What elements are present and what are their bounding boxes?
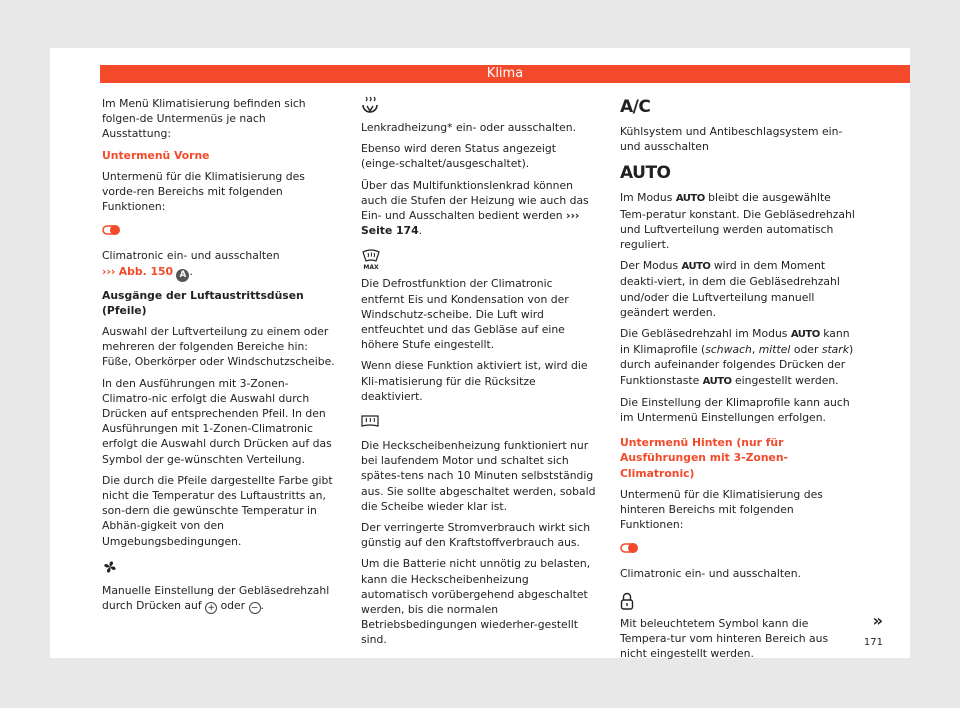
- auto-inline-label: AUTO: [790, 329, 820, 341]
- minus-circle-icon: −: [249, 602, 261, 614]
- fan-icon: [102, 559, 338, 579]
- rear-submenu-text: Untermenü für die Klimatisierung des hinteren Bereichs mit folgenden Funktionen:: [620, 487, 823, 532]
- wheel-heating-paragraph-2: Ebenso wird deren Status angezeigt (einge-schaltet/ausgeschaltet).: [361, 142, 556, 171]
- plus-circle-icon: +: [205, 602, 217, 614]
- column-middle: [361, 96, 597, 654]
- auto-paragraph-1: Im Modus AUTO bleibt die ausgewählte Tem-peratur konstant. Die Gebläsedrehzahl und Luftverteilung werden automatisch reguliert.: [620, 191, 855, 252]
- lock-text: Mit beleuchtetem Symbol kann die Tempera-tur vom hinteren Bereich aus nicht eingestellt werden.: [620, 616, 829, 661]
- outlets-paragraph-2: In den Ausführungen mit 3-Zonen-Climatro-nic erfolgt die Auswahl durch Drücken auf entsprechenden Pfeil. In den Ausführungen mit 1-Zonen-Climatronic erfolgt die Auswahl durch Drücken auf das Symbol der ge-wünschten Verteilung.: [102, 376, 332, 466]
- lock-icon: [620, 592, 856, 612]
- max-label: MAX: [363, 264, 379, 271]
- climatronic-ref-prefix: ›››: [102, 264, 116, 278]
- climatronic-rear-text: Climatronic ein- und ausschalten.: [620, 567, 801, 581]
- fan-speed-text: Manuelle Einstellung der Gebläsedrehzahl durch Drücken auf + oder − .: [102, 583, 330, 614]
- column-left: [102, 96, 338, 620]
- continue-marker: »: [872, 611, 883, 630]
- auto-paragraph-2: Der Modus AUTO wird in dem Moment deakti-viert, in dem die Gebläsedrehzahl und/oder die Luftverteilung manuell geändert werden.: [620, 259, 840, 319]
- climatronic-ref-link[interactable]: Abb. 150: [118, 264, 174, 278]
- front-submenu-text: Untermenü für die Klimatisierung des vorde-ren Bereichs mit folgenden Funktionen:: [102, 169, 305, 214]
- wheel-heating-paragraph-3: Über das Multifunktionslenkrad können auch die Stufen der Heizung wie auch das Ein- und Ausschalten bedient werden ››› Seite 174.: [361, 178, 589, 238]
- rear-heating-paragraph-2: Der verringerte Stromverbrauch wirkt sich günstig auf den Kraftstoffverbrauch aus.: [361, 521, 591, 550]
- intro-text: Im Menü Klimatisierung befinden sich folgen-de Untermenüs je nach Ausstattung:: [102, 97, 306, 141]
- climatronic-toggle-icon: [102, 224, 338, 244]
- steering-wheel-heating-icon: [361, 96, 597, 116]
- auto-paragraph-3: Die Gebläsedrehzahl im Modus AUTO kann in Klimaprofile (schwach, mittel oder stark) durch aufeinander folgendes Drücken der Funktionstaste AUTO eingestellt werden.: [620, 327, 854, 387]
- rear-submenu-heading: Untermenü Hinten (nur für Ausführungen mit 3-Zonen-Climatronic): [620, 436, 789, 480]
- outlets-paragraph-1: Auswahl der Luftverteilung zu einem oder mehreren der folgenden Bereiche hin: Füße, Oberkörper oder Windschutzscheibe.: [102, 325, 335, 369]
- ac-text: Kühlsystem und Antibeschlagsystem ein- und ausschalten: [620, 125, 843, 154]
- auto-label: AUTO: [620, 163, 671, 184]
- section-header: Klima: [100, 65, 910, 83]
- outlets-paragraph-3: Die durch die Pfeile dargestellte Farbe gibt nicht die Temperatur des Luftaustritts an, son-dern die gewünschte Temperatur in Abhän-gigkeit von den Umgebungsbedingungen.: [102, 473, 333, 548]
- page-number: 171: [863, 637, 883, 648]
- page-174-ref-link[interactable]: ››› Seite 174: [361, 209, 580, 238]
- defrost-paragraph-1: Die Defrostfunktion der Climatronic entfernt Eis und Kondensation von der Windschutz-scheibe. Die Luft wird entfeuchtet und das Gebläse auf eine höhere Stufe eingestellt.: [361, 277, 569, 352]
- rear-window-heating-icon: [361, 414, 597, 434]
- front-submenu-heading: Untermenü Vorne: [102, 148, 210, 162]
- climatronic-front-text: Climatronic ein- und ausschalten ››› Abb. 150 A .: [102, 249, 280, 280]
- wheel-heating-paragraph-1: Lenkradheizung* ein- oder ausschalten.: [361, 121, 577, 134]
- defrost-paragraph-2: Wenn diese Funktion aktiviert ist, wird die Kli-matisierung für die Rücksitze deaktiviert.: [361, 359, 588, 403]
- auto-inline-label: AUTO: [681, 261, 711, 273]
- column-right: [620, 96, 856, 667]
- callout-badge: A: [176, 269, 189, 282]
- auto-inline-label: AUTO: [702, 375, 732, 387]
- manual-page: [50, 48, 910, 661]
- ac-label: A/C: [620, 97, 651, 117]
- climatronic-rear-toggle-icon: [620, 542, 856, 562]
- rear-heating-paragraph-1: Die Heckscheibenheizung funktioniert nur bei laufendem Motor und schaltet sich spätes-tens nach 10 Minuten selbstständig aus. Sie sollte abgeschaltet werden, sobald die Scheibe wieder klar ist.: [361, 439, 596, 513]
- outlets-heading: Ausgänge der Luftaustrittsdüsen (Pfeile): [102, 288, 304, 317]
- rear-heating-paragraph-3: Um die Batterie nicht unnötig zu belasten, kann die Heckscheibenheizung automatisch vorübergehend abgeschaltet werden, bis die normalen Betriebsbedingungen wiederher-gestellt sind.: [361, 557, 591, 647]
- defrost-max-icon: [361, 248, 597, 272]
- auto-inline-label: AUTO: [675, 193, 705, 205]
- auto-paragraph-4: Die Einstellung der Klimaprofile kann auch im Untermenü Einstellungen erfolgen.: [620, 395, 850, 425]
